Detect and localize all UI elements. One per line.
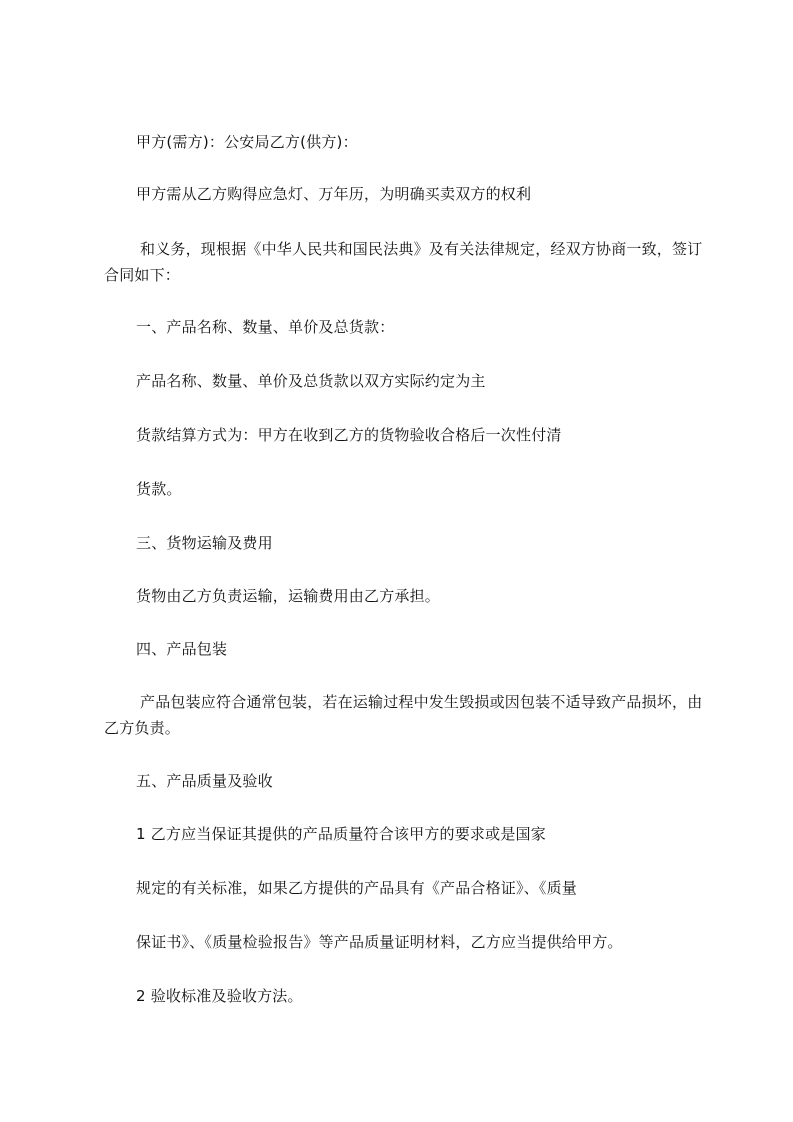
payment-method-continuation: 货款。 [136, 480, 182, 498]
section-three-heading: 三、货物运输及费用 [136, 534, 273, 552]
packaging-paragraph: 产品包装应符合通常包装，若在运输过程中发生毁损或因包装不适导致产品损坏，由乙方负责。 [104, 693, 703, 737]
payment-method-line: 货款结算方式为：甲方在收到乙方的货物验收合格后一次性付清 [136, 426, 562, 444]
contract-parties-line: 甲方(需方)：公安局乙方(供方)： [136, 133, 358, 151]
transport-line: 货物由乙方负责运输，运输费用由乙方承担。 [136, 587, 441, 605]
product-details-line: 产品名称、数量、单价及总货款以双方实际约定为主 [136, 372, 486, 390]
quality-line-2: 规定的有关标准，如果乙方提供的产品具有《产品合格证》、《质量 [136, 879, 578, 897]
section-one-heading: 一、产品名称、数量、单价及总货款： [136, 318, 395, 336]
legal-basis-paragraph: 和义务，现根据《中华人民共和国民法典》及有关法律规定，经双方协商一致，签订合同如下： [104, 240, 703, 284]
inspection-standard-line: 2 验收标准及验收方法。 [136, 987, 303, 1005]
section-five-heading: 五、产品质量及验收 [136, 772, 273, 790]
purchase-purpose-line: 甲方需从乙方购得应急灯、万年历，为明确买卖双方的权利 [136, 185, 532, 203]
quality-line-1: 1 乙方应当保证其提供的产品质量符合该甲方的要求或是国家 [136, 825, 546, 843]
quality-line-3: 保证书》、《质量检验报告》等产品质量证明材料，乙方应当提供给甲方。 [136, 933, 623, 951]
section-four-heading: 四、产品包装 [136, 640, 228, 658]
